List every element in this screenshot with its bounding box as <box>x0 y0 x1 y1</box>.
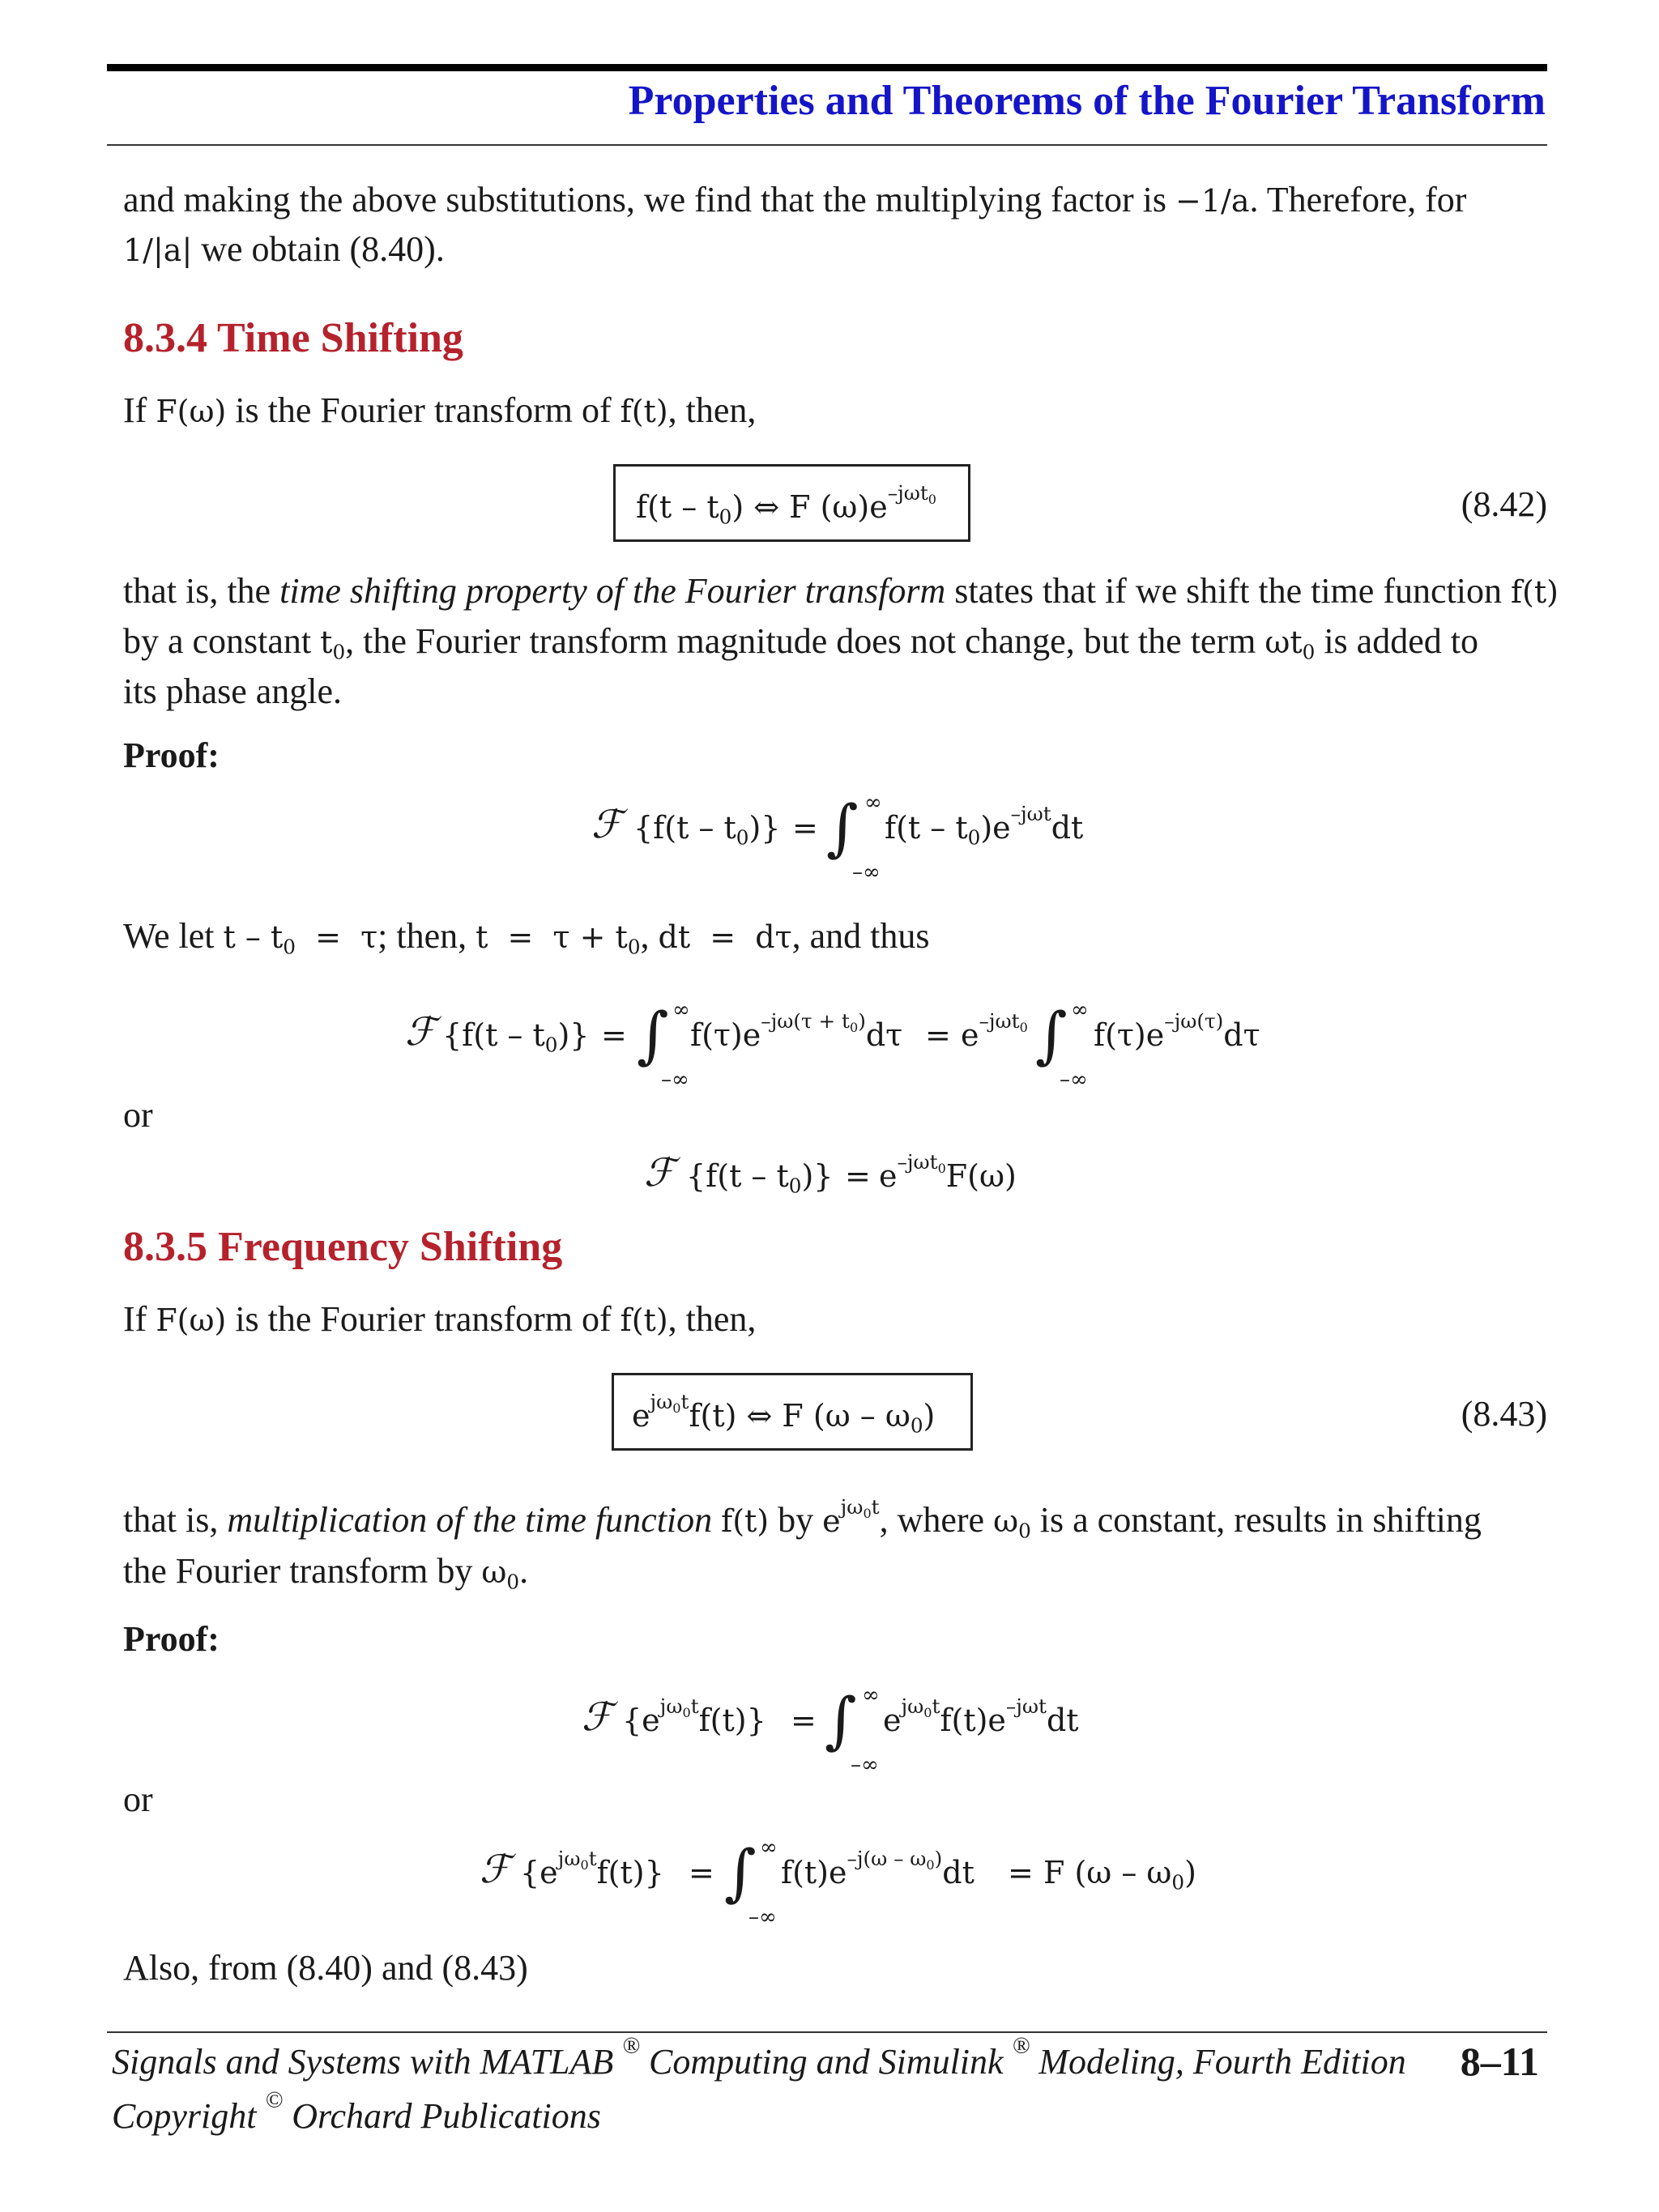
eq-rhs: $e^{-j\omega t_0}F(\omega)$ <box>879 1149 1017 1194</box>
upper-limit: ∞ <box>862 1683 880 1707</box>
equation-number-8-42: (8.42) <box>1461 484 1547 524</box>
equation-8-43: $e^{j\omega_0t}f(t)$ ⇔ F $(\omega - \omega_0)$ <box>632 1389 936 1438</box>
proof-equation-3 <box>644 1150 1065 1215</box>
desc-text: is added to <box>1324 621 1478 661</box>
eq-rhs: F $(\omega - \omega_0)$ <box>1043 1855 1196 1894</box>
upper-limit: ∞ <box>760 1835 778 1860</box>
footer-book-title <box>112 2033 1406 2082</box>
intro-line-1 <box>123 174 1466 227</box>
footer-text: Computing and Simulink <box>649 2042 1004 2082</box>
upper-limit: ∞ <box>864 791 882 815</box>
time-shift-lead <box>123 385 756 437</box>
lower-limit: –∞ <box>1060 1068 1088 1092</box>
proof-label-1: Proof: <box>123 735 220 775</box>
substitution-line: We let $t - t_0 = \tau$; then, $t = \tau + t_0$, dt = dτ, and thus <box>123 916 930 959</box>
equation-number-8-43: (8.43) <box>1461 1394 1547 1434</box>
proof-label-2: Proof: <box>123 1619 220 1659</box>
running-header-title: Properties and Theorems of the Fourier Transform <box>628 78 1546 124</box>
desc-math-exp: $e^{j\omega_0t}$ <box>822 1494 880 1539</box>
lead-math: F(ω) <box>156 1302 227 1338</box>
sub-math-2: $t = \tau + t_0$ <box>476 919 641 959</box>
section-title-time-shifting: 8.3.4 Time Shifting <box>123 315 463 361</box>
desc-text: the Fourier transform by <box>123 1551 473 1591</box>
eq-lhs: $\{e^{j\omega_0t}f(t)\}$ <box>622 1694 766 1738</box>
freq-shift-lead <box>123 1294 756 1346</box>
desc-italic: time shifting property of the Fourier transform <box>279 571 946 611</box>
sub-text: We let <box>123 916 215 956</box>
footer-text: Modeling, Fourth Edition <box>1038 2042 1406 2082</box>
desc-text: , where <box>879 1500 985 1540</box>
lower-limit: –∞ <box>661 1068 689 1092</box>
lead-text: is the Fourier transform of <box>235 390 612 430</box>
fourier-operator-symbol: ℱ <box>644 1150 675 1196</box>
integral-sign: ∫ <box>724 1836 757 1908</box>
eq-equals: = <box>601 1017 627 1053</box>
integrand: $f(\tau)e^{-j\omega(\tau)}d\tau$ <box>1094 1008 1260 1053</box>
proof-equation-5 <box>480 1829 1209 1934</box>
integrand: $f(\tau)e^{-j\omega(\tau + t_0)}d\tau$ <box>690 1008 903 1053</box>
lower-limit: –∞ <box>748 1905 777 1929</box>
intro-math: 1/|a| <box>123 232 193 268</box>
footer-copyright <box>112 2087 601 2137</box>
intro-line-2 <box>123 224 445 276</box>
desc-math: f(t) <box>721 1503 770 1539</box>
time-shift-desc-2 <box>123 616 1478 668</box>
lead-math: F(ω) <box>156 394 227 429</box>
integrand: $f(t)e^{-j(\omega - \omega_0)}dt$ <box>781 1846 975 1890</box>
desc-text: by a constant <box>123 621 312 661</box>
copyright-mark: © <box>265 2087 284 2113</box>
or-connector-2: or <box>123 1779 153 1819</box>
fourier-operator-symbol: ℱ <box>582 1694 612 1740</box>
registered-mark: ® <box>1012 2033 1030 2059</box>
integral-sign: ∫ <box>1035 999 1068 1071</box>
desc-math: f(t) <box>1510 574 1559 610</box>
time-shift-desc-1 <box>123 565 1559 618</box>
lead-text: , then, <box>667 1299 757 1339</box>
freq-shift-desc-2: the Fourier transform by $\omega_0$. <box>123 1551 529 1594</box>
sub-text: , and thus <box>791 916 930 956</box>
lead-text: , then, <box>667 390 757 430</box>
desc-text: that is, <box>123 1500 219 1540</box>
eq-equals: = <box>689 1855 714 1890</box>
lower-limit: –∞ <box>852 860 881 884</box>
eq-equals: = <box>845 1158 871 1194</box>
desc-text: is a constant, results in shifting <box>1039 1500 1482 1540</box>
proof-equation-4 <box>582 1678 1149 1775</box>
desc-text: by <box>778 1500 814 1540</box>
phase-factor: $e^{-j\omega t_0}$ <box>961 1008 1028 1053</box>
fourier-operator-symbol: ℱ <box>405 1009 436 1055</box>
integral-sign: ∫ <box>637 999 669 1071</box>
proof-equation-2 <box>405 988 1296 1093</box>
lead-text: If <box>123 390 147 430</box>
desc-text: that is, the <box>123 571 271 611</box>
upper-limit: ∞ <box>1071 998 1089 1022</box>
lower-limit: –∞ <box>851 1753 879 1777</box>
desc-math-omega-t0: $\omega t_0$ <box>1265 624 1316 664</box>
equation-8-42: $f(t - t_0)$ ⇔ F $(\omega)e^{-j\omega t_0}$ <box>636 480 936 529</box>
desc-math-t0: $t_0$ <box>320 624 346 664</box>
or-connector-1: or <box>123 1095 153 1135</box>
fourier-operator-symbol: ℱ <box>480 1847 510 1892</box>
desc-italic: multiplication of the time function <box>227 1500 713 1540</box>
lead-text: If <box>123 1299 147 1339</box>
eq-lhs: $\{f(t - t_0)\}$ <box>686 1158 834 1198</box>
proof-equation-1 <box>591 786 1110 883</box>
lead-text: is the Fourier transform of <box>235 1299 612 1339</box>
freq-shift-desc-1 <box>123 1494 1482 1547</box>
closing-text: Also, from (8.40) and (8.43) <box>123 1948 528 1988</box>
intro-text: . Therefore, for <box>1249 180 1467 219</box>
eq-equals: = <box>1008 1855 1034 1890</box>
registered-mark: ® <box>622 2033 640 2059</box>
footer-rule <box>107 2031 1547 2033</box>
footer-text: Signals and Systems with MATLAB <box>112 2042 614 2082</box>
footer-text: Orchard Publications <box>292 2096 601 2136</box>
lead-math: f(t) <box>620 394 668 429</box>
lead-math: f(t) <box>620 1302 668 1338</box>
integrand: $f(t - t_0)e^{-j\omega t}dt$ <box>885 801 1084 850</box>
integral-sign: ∫ <box>826 791 859 863</box>
intro-text: and making the above substitutions, we find that the multiplying factor is <box>123 180 1167 219</box>
integral-sign: ∫ <box>825 1684 857 1756</box>
desc-text: states that if we shift the time function <box>954 571 1502 611</box>
eq-lhs: $\{f(t - t_0)\}$ <box>633 810 781 850</box>
eq-equals: = <box>925 1017 951 1053</box>
sub-math-3: dt = dτ <box>658 919 792 955</box>
fourier-operator-symbol: ℱ <box>591 802 622 847</box>
integrand: $e^{j\omega_0t}f(t)e^{-j\omega t}dt$ <box>883 1694 1079 1738</box>
eq-equals: = <box>791 1703 817 1738</box>
page-number: 8–11 <box>1460 2039 1539 2084</box>
footer-text: Copyright <box>112 2096 257 2136</box>
eq-equals: = <box>792 810 818 846</box>
desc-math-omega0: $\omega_0$ <box>993 1503 1031 1543</box>
section-title-frequency-shifting: 8.3.5 Frequency Shifting <box>123 1224 563 1270</box>
eq-lhs: $\{f(t - t_0)\}$ <box>442 1017 590 1057</box>
desc-math-omega0: $\omega_0$ <box>481 1554 520 1594</box>
header-top-rule <box>107 64 1547 71</box>
sub-text: ; then, <box>377 916 467 956</box>
desc-text: , the Fourier transform magnitude does not change, but the term <box>345 621 1256 661</box>
time-shift-desc-3: its phase angle. <box>123 671 343 711</box>
sub-math-1: $t - t_0 = \tau$ <box>223 919 378 959</box>
header-bottom-rule <box>107 144 1547 146</box>
intro-math: −1/a <box>1175 183 1250 219</box>
intro-text: we obtain (8.40). <box>201 229 445 269</box>
upper-limit: ∞ <box>672 998 690 1022</box>
eq-lhs: $\{e^{j\omega_0t}f(t)\}$ <box>520 1846 664 1890</box>
